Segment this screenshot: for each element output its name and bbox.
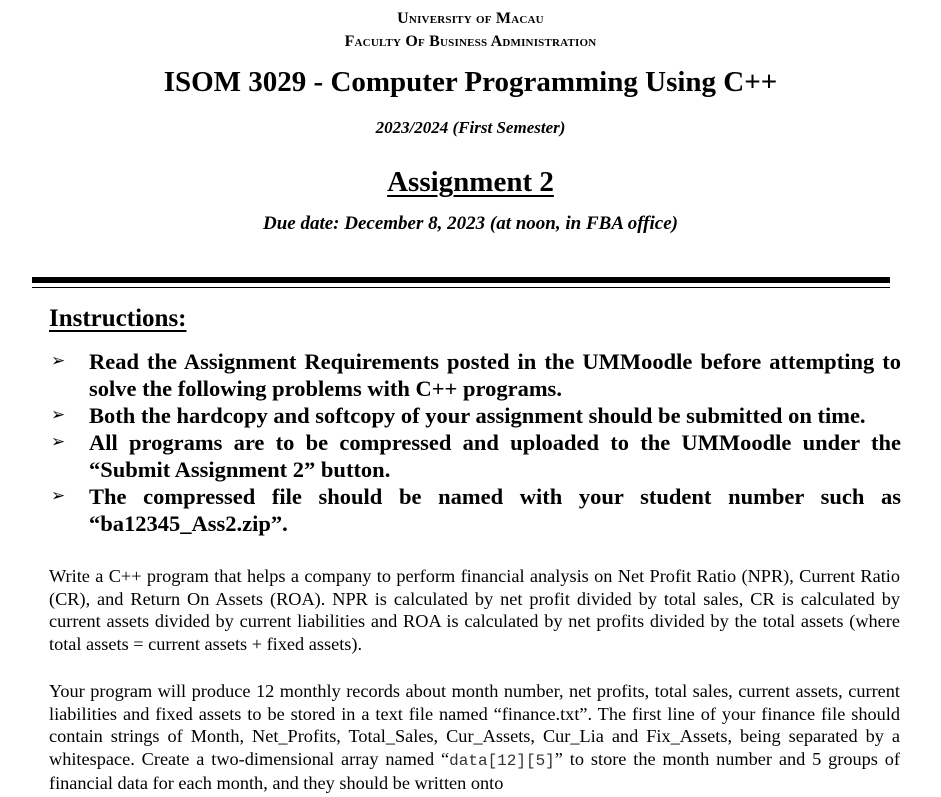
semester: 2023/2024 (First Semester) [375, 118, 566, 137]
divider-thick [32, 277, 890, 283]
arrow-bullet-icon: ➢ [51, 432, 66, 452]
code-array-name: data[12][5] [449, 751, 555, 770]
assignment-title-text: Assignment 2 [387, 166, 554, 198]
list-item [49, 429, 901, 483]
list-item-text: Read the Assignment Requirements posted in the UMMoodle before attempting to solve the following problems with C++ programs. [89, 349, 901, 401]
arrow-bullet-icon: ➢ [51, 486, 66, 506]
instructions-list [49, 348, 901, 537]
list-item [49, 348, 901, 402]
list-item [49, 402, 901, 429]
course-title: ISOM 3029 - Computer Programming Using C++ [163, 66, 778, 98]
assignment-title [0, 166, 941, 199]
list-item [49, 483, 901, 537]
faculty-name: Faculty Of Business Administration [344, 33, 597, 50]
instructions-heading: Instructions: [49, 305, 187, 332]
list-item-text: The compressed file should be named with your student number such as “ba12345_Ass2.zip”. [89, 484, 901, 536]
divider-thin [32, 287, 890, 288]
university-name: University of Macau [397, 10, 544, 27]
arrow-bullet-icon: ➢ [51, 351, 66, 371]
paragraph-2-text-a: Your program will produce 12 monthly records about month number, net profits, total sales, current assets, current liabilities and fixed assets to be stored in a text file named “finance.txt”. The first line of your finance file should contain strings of Month, Net_Profits, Total_Sales, Cur_Assets, Cur_Lia and Fix_Assets, being separated by a whitespace. Create a two-dimensional array named “ [49, 681, 900, 769]
paragraph-2-text-b: ” to store the month number and 5 groups of financial data for each month, and they should be written onto [49, 748, 901, 794]
due-date: Due date: December 8, 2023 (at noon, in FBA office) [263, 213, 678, 234]
body-paragraph-1: Write a C++ program that helps a company to perform financial analysis on Net Profit Ratio (NPR), Current Ratio (CR), and Return On Assets (ROA). NPR is calculated by net profit divided by total sales, CR is calculated by current assets divided by current liabilities and ROA is calculated by net profits divided by the total assets (where total assets = current assets + fixed assets). [49, 566, 900, 654]
list-item-text: Both the hardcopy and softcopy of your assignment should be submitted on time. [89, 403, 866, 428]
body-paragraph-2 [49, 680, 900, 795]
list-item-text: All programs are to be compressed and uploaded to the UMMoodle under the “Submit Assignment 2” button. [89, 430, 901, 482]
arrow-bullet-icon: ➢ [51, 405, 66, 425]
